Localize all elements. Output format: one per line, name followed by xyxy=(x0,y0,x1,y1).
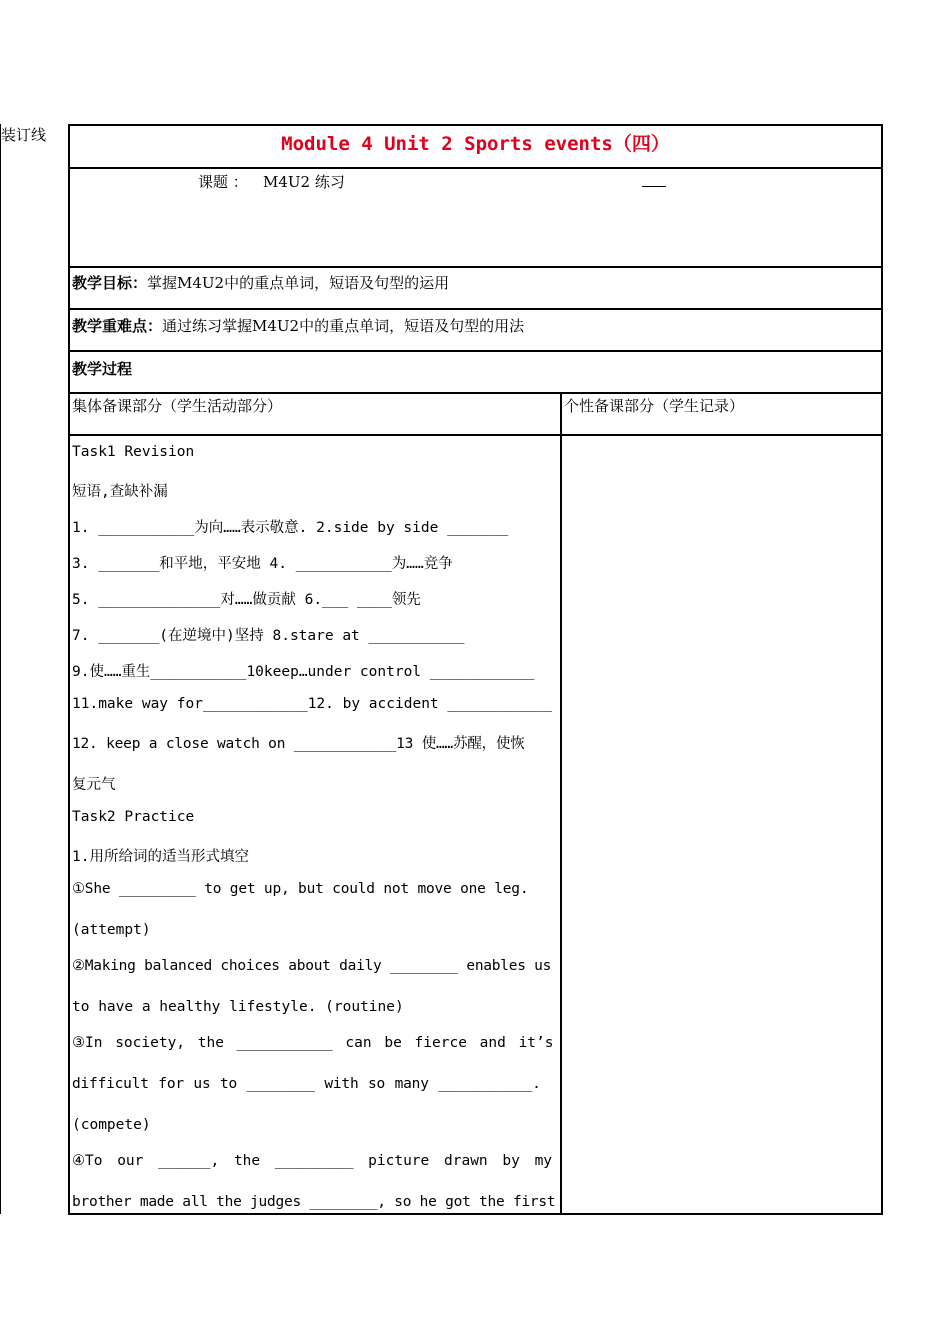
row-divider xyxy=(70,266,881,268)
col-right-header: 个性备课部分（学生记录） xyxy=(564,397,745,415)
exercise-line: 1. ___________为向……表示敬意. 2.side by side _______ xyxy=(72,520,509,536)
row-divider xyxy=(70,167,881,169)
lesson-table xyxy=(68,124,883,1215)
exercise-line: 复元气 xyxy=(72,777,116,793)
exercise-line: ④To our ______, the _________ picture drawn by my xyxy=(72,1153,553,1169)
row-divider xyxy=(70,392,881,394)
key-points-text: 通过练习掌握M4U2中的重点单词，短语及句型的用法 xyxy=(162,317,525,335)
exercise-line: ①She _________ to get up, but could not move one leg. xyxy=(72,881,529,897)
exercise-line: 7. _______(在逆境中)坚持 8.stare at ___________ xyxy=(72,628,465,644)
objective-text: 掌握M4U2中的重点单词，短语及句型的运用 xyxy=(147,274,450,292)
title: Module 4 Unit 2 Sports events（四） xyxy=(281,133,670,155)
topic-dash xyxy=(642,186,666,187)
col-left-header: 集体备课部分（学生活动部分） xyxy=(72,397,283,415)
exercise-line: difficult for us to ________ with so many ___________. xyxy=(72,1076,541,1092)
exercise-line: Task1 Revision xyxy=(72,444,195,460)
exercise-line: ③In society, the ___________ can be fierce and it’s xyxy=(72,1035,554,1051)
objective-label: 教学目标： xyxy=(72,274,148,292)
exercise-line: brother made all the judges ________, so he got the first xyxy=(72,1194,556,1210)
exercise-line: ②Making balanced choices about daily ________ enables us xyxy=(72,958,552,974)
exercise-line: to have a healthy lifestyle. (routine) xyxy=(72,999,404,1015)
column-divider xyxy=(560,394,562,1213)
row-divider xyxy=(70,308,881,310)
objective-row xyxy=(72,272,449,293)
row-divider xyxy=(70,350,881,352)
process-label: 教学过程 xyxy=(72,360,133,378)
key-points-label: 教学重难点： xyxy=(72,317,163,335)
exercise-line: 9.使……重生___________10keep…under control ____________ xyxy=(72,664,535,680)
exercise-line: 12. keep a close watch on ____________13 使……苏醒，使恢 xyxy=(72,736,525,752)
exercise-line: 11.make way for____________12. by accident ____________ xyxy=(72,696,553,712)
exercise-line: 1.用所给词的适当形式填空 xyxy=(72,849,249,865)
exercise-line: (compete) xyxy=(72,1117,151,1133)
row-divider xyxy=(70,434,881,436)
exercise-line: 5. ______________对……做贡献 6.___ ____领先 xyxy=(72,592,421,608)
topic-label: 课题 ： xyxy=(198,173,248,191)
exercise-line: (attempt) xyxy=(72,922,151,938)
key-points-row xyxy=(72,315,524,336)
exercise-line: 3. _______和平地，平安地 4. ___________为……竞争 xyxy=(72,556,453,572)
topic-value: M4U2 练习 xyxy=(263,173,345,191)
binding-label: 装订线 xyxy=(1,126,47,144)
exercise-line: 短语,查缺补漏 xyxy=(72,484,168,500)
binding-line xyxy=(0,124,1,1214)
exercise-line: Task2 Practice xyxy=(72,809,195,825)
